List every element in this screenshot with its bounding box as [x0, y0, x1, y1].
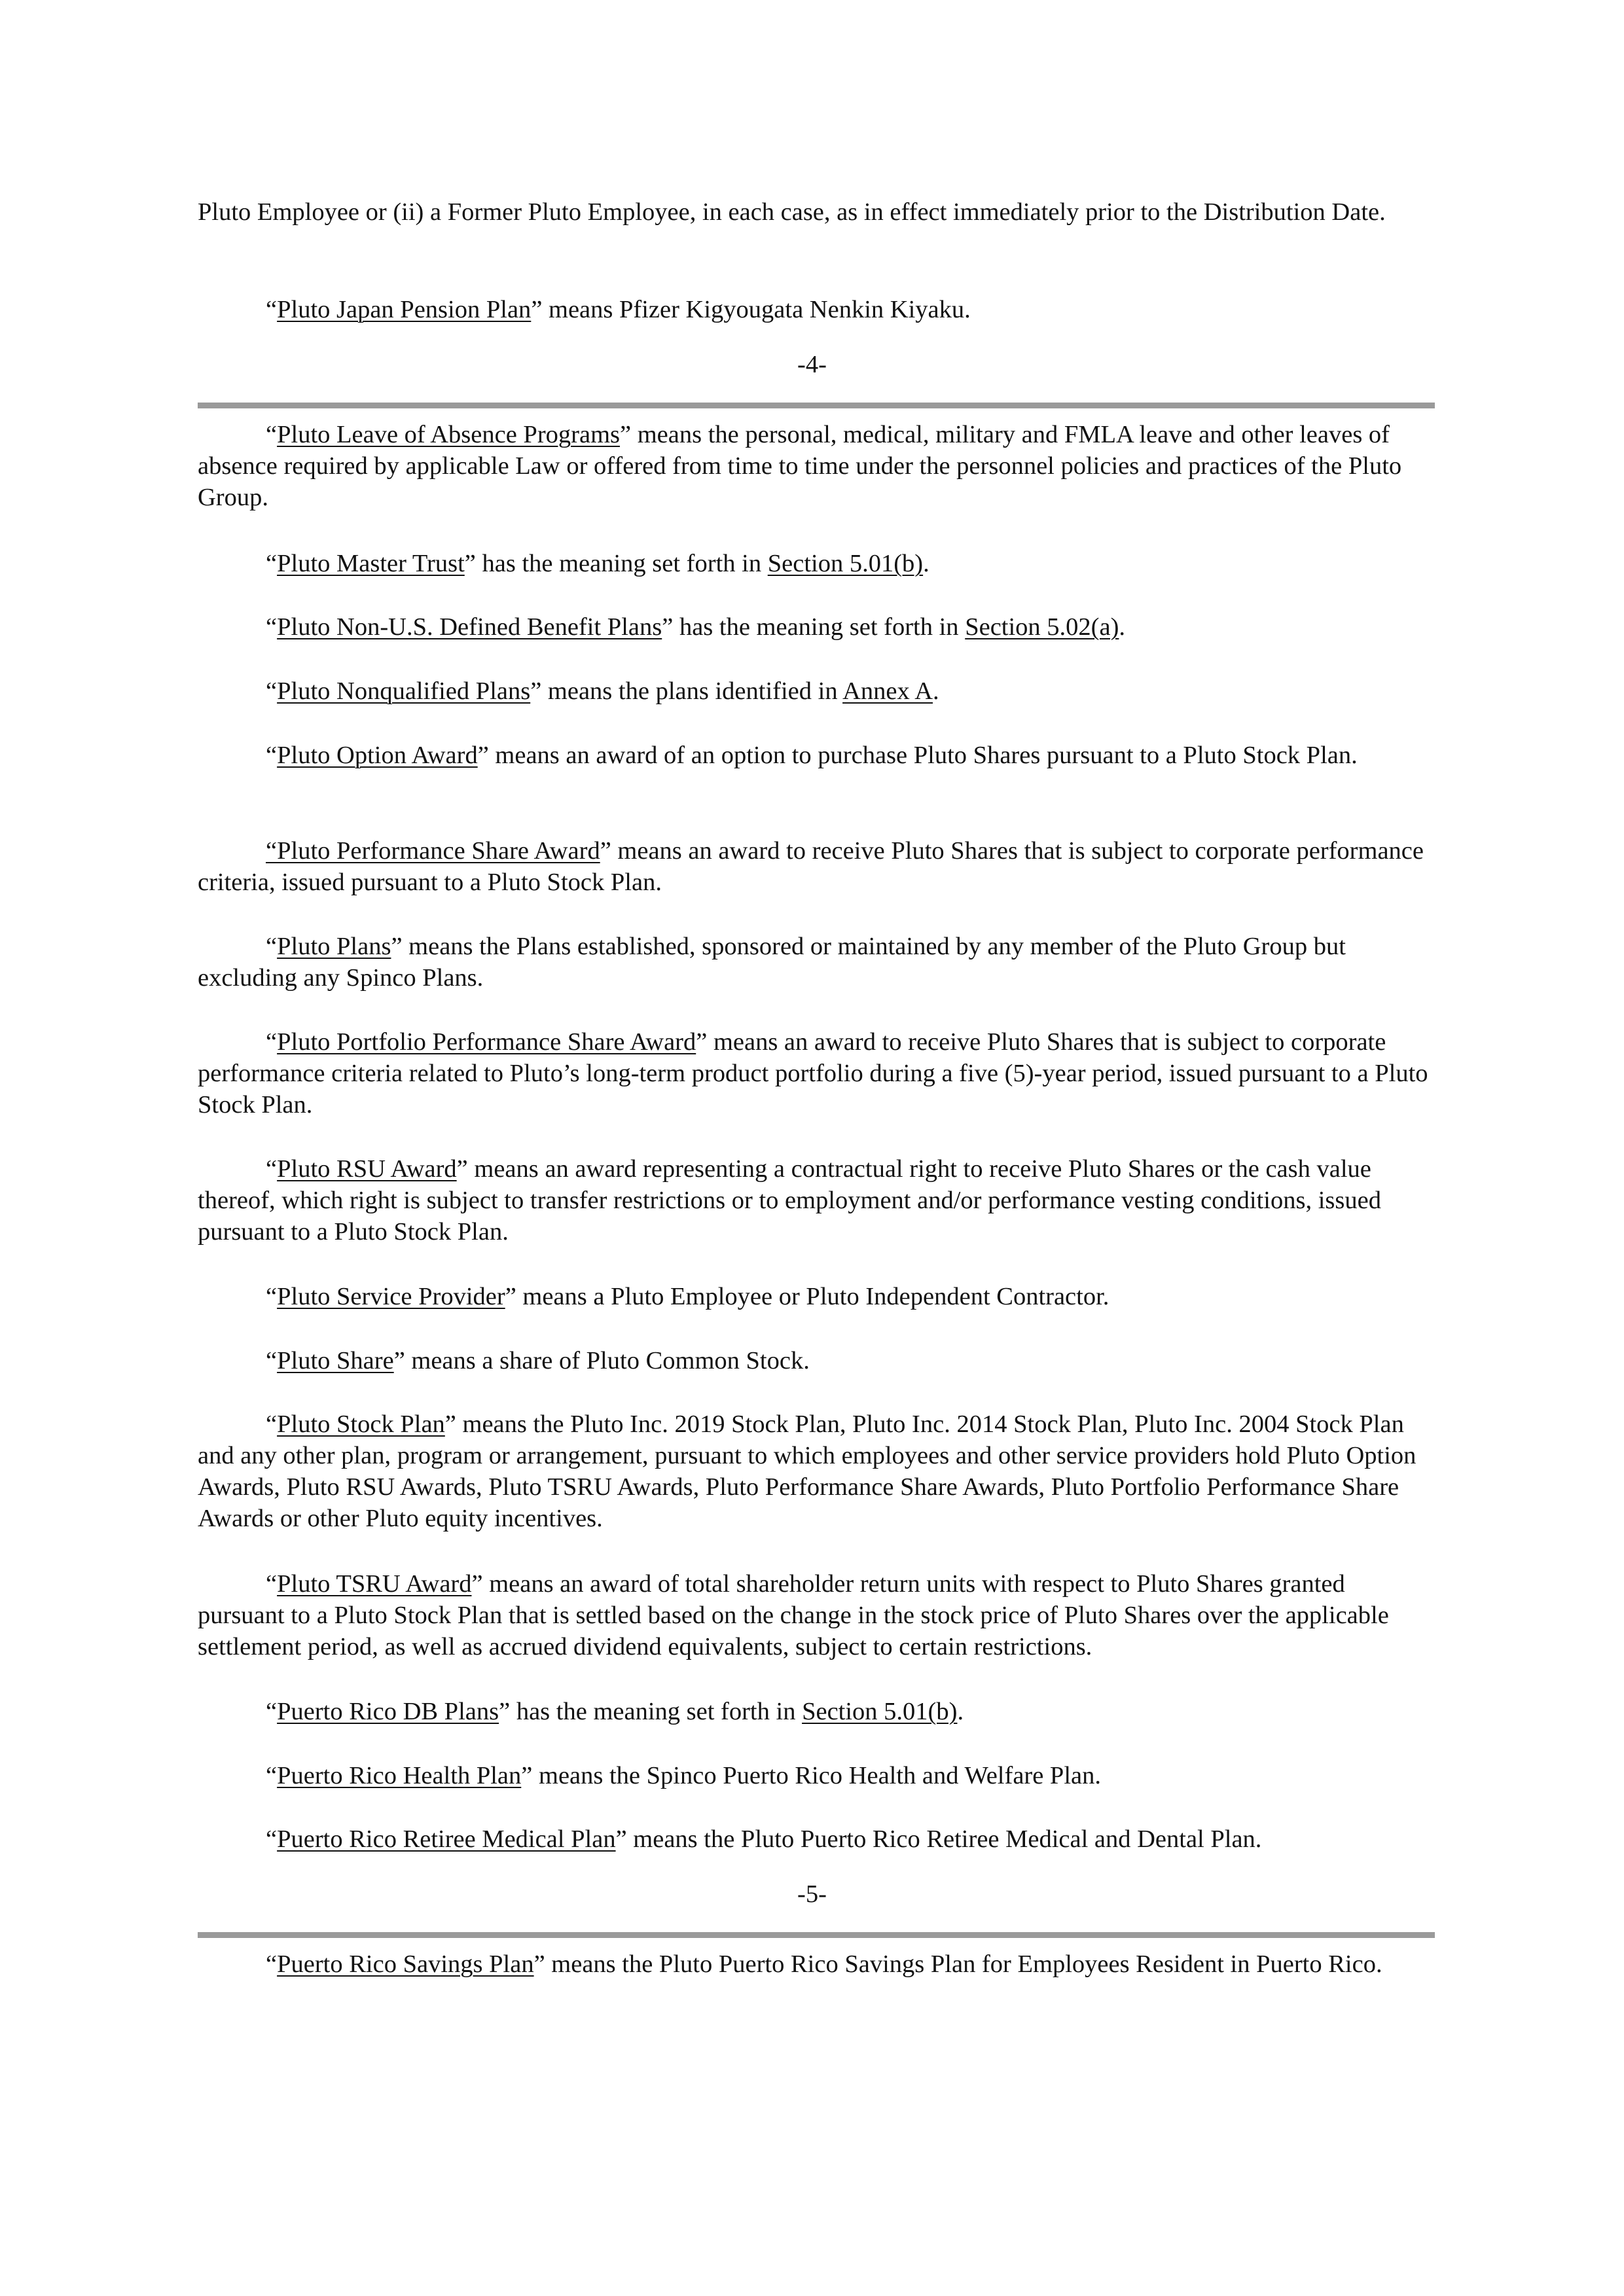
defined-term: Pluto Stock Plan — [277, 1410, 445, 1438]
period: . — [1119, 613, 1126, 641]
open-quote: “ — [266, 1347, 278, 1374]
period: . — [957, 1698, 964, 1725]
open-quote: “ — [266, 1825, 278, 1853]
defined-term: Puerto Rico Savings Plan — [277, 1950, 534, 1978]
open-quote: “ — [266, 1950, 278, 1978]
definition-text: ” has the meaning set forth in — [499, 1698, 803, 1725]
period: . — [923, 550, 929, 577]
annex-reference: Annex A — [842, 677, 933, 705]
page-number: -5- — [797, 1880, 827, 1908]
open-quote: “ — [266, 1028, 278, 1056]
definition-pluto-service-provider — [198, 1281, 1435, 1312]
definition-pluto-japan-pension-plan — [198, 294, 1435, 325]
open-quote: “ — [266, 1283, 278, 1310]
open-quote: “ — [266, 1410, 278, 1438]
section-reference: Section 5.01(b) — [767, 550, 924, 577]
definition-text: ” means the Spinco Puerto Rico Health and Welfare Plan. — [521, 1762, 1102, 1789]
definition-pluto-performance-share-award — [198, 835, 1435, 898]
definition-pluto-stock-plan — [198, 1408, 1435, 1534]
definition-puerto-rico-health-plan — [198, 1760, 1435, 1791]
defined-term: Pluto Nonqualified Plans — [277, 677, 531, 705]
open-quote: “ — [266, 421, 278, 448]
defined-term: Pluto Plans — [277, 933, 391, 960]
definition-text: ” means an award of total shareholder return units with respect to Pluto Shares granted pursuant to a Pluto Stock Plan that is settled based on the change in the stock price of Pluto Shares over the applicable settlement period, as well as accrued dividend equivalents, subject to certain restrictions. — [198, 1570, 1389, 1660]
definition-pluto-leave-of-absence-programs — [198, 419, 1435, 513]
definition-pluto-nonqualified-plans — [198, 675, 1435, 707]
definition-pluto-tsru-award — [198, 1568, 1435, 1662]
section-reference: Section 5.02(a) — [965, 613, 1119, 641]
defined-term: Pluto Service Provider — [277, 1283, 505, 1310]
definition-text: ” means the Pluto Inc. 2019 Stock Plan, Pluto Inc. 2014 Stock Plan, Pluto Inc. 2004 Stock Plan and any other plan, program or arrangement, pursuant to which employees and other service providers hold Pluto Option Awards, Pluto RSU Awards, Pluto TSRU Awards, Pluto Performance Share Awards, Pluto Portfolio Performance Share Awards or other Pluto equity incentives. — [198, 1410, 1416, 1532]
open-quote: “ — [266, 933, 278, 960]
defined-term: Puerto Rico Health Plan — [277, 1762, 522, 1789]
page-break-divider — [198, 1932, 1435, 1938]
definition-text: ” means the plans identified in — [530, 677, 843, 705]
defined-term: Pluto Master Trust — [277, 550, 465, 577]
intro-paragraph: Pluto Employee or (ii) a Former Pluto Employee, in each case, as in effect immediately prior to the Distribution Date. — [198, 198, 1386, 226]
definition-pluto-share — [198, 1345, 1435, 1376]
definition-pluto-master-trust — [198, 548, 1435, 579]
definition-puerto-rico-savings-plan — [198, 1948, 1435, 1980]
section-reference: Section 5.01(b) — [802, 1698, 958, 1725]
definition-text: ” has the meaning set forth in — [464, 550, 768, 577]
defined-term: “Pluto Performance Share Award — [266, 837, 600, 865]
defined-term: Puerto Rico Retiree Medical Plan — [277, 1825, 616, 1853]
definition-text: ” means an award to receive Pluto Shares that is subject to corporate performance criteria, issued pursuant to a Pluto Stock Plan. — [198, 837, 1424, 896]
definition-pluto-portfolio-performance-share-award — [198, 1026, 1435, 1121]
open-quote: “ — [266, 742, 278, 769]
definition-text: ” means an award representing a contractual right to receive Pluto Shares or the cash value thereof, which right is subject to transfer restrictions or to employment and/or performance vesting conditions, issued pursuant to a Pluto Stock Plan. — [198, 1155, 1381, 1246]
open-quote: “ — [266, 550, 278, 577]
page-number: -4- — [797, 351, 827, 378]
defined-term: Pluto RSU Award — [277, 1155, 457, 1183]
defined-term: Pluto Leave of Absence Programs — [277, 421, 620, 448]
defined-term: Pluto TSRU Award — [277, 1570, 472, 1598]
definition-text: ” means an award to receive Pluto Shares that is subject to corporate performance criteria related to Pluto’s long-term product portfolio during a five (5)-year period, issued pursuant to a Pluto Stock Plan. — [198, 1028, 1428, 1119]
definition-text: ” means the Pluto Puerto Rico Savings Plan for Employees Resident in Puerto Rico. — [533, 1950, 1382, 1978]
open-quote: “ — [266, 1570, 278, 1598]
definition-text: ” means the personal, medical, military and FMLA leave and other leaves of absence required by applicable Law or offered from time to time under the personnel policies and practices of the Pluto Group. — [198, 421, 1402, 511]
definition-pluto-rsu-award — [198, 1153, 1435, 1247]
definition-puerto-rico-db-plans — [198, 1696, 1435, 1727]
definition-text: ” means Pfizer Kigyougata Nenkin Kiyaku. — [531, 296, 971, 323]
definition-puerto-rico-retiree-medical-plan — [198, 1823, 1435, 1855]
page-break-divider — [198, 403, 1435, 408]
open-quote: “ — [266, 677, 278, 705]
defined-term: Pluto Portfolio Performance Share Award — [277, 1028, 696, 1056]
definition-text: ” has the meaning set forth in — [662, 613, 965, 641]
period: . — [933, 677, 939, 705]
defined-term: Pluto Share — [277, 1347, 394, 1374]
definition-text: ” means a share of Pluto Common Stock. — [393, 1347, 810, 1374]
definition-text: ” means the Pluto Puerto Rico Retiree Medical and Dental Plan. — [615, 1825, 1262, 1853]
defined-term: Pluto Non-U.S. Defined Benefit Plans — [277, 613, 662, 641]
definition-text: ” means an award of an option to purchase Pluto Shares pursuant to a Pluto Stock Plan. — [477, 742, 1358, 769]
defined-term: Puerto Rico DB Plans — [277, 1698, 499, 1725]
defined-term: Pluto Option Award — [277, 742, 478, 769]
open-quote: “ — [266, 1155, 278, 1183]
definition-text: ” means the Plans established, sponsored or maintained by any member of the Pluto Group but excluding any Spinco Plans. — [198, 933, 1346, 992]
definition-pluto-plans — [198, 931, 1435, 994]
open-quote: “ — [266, 1698, 278, 1725]
definition-pluto-option-award — [198, 740, 1435, 771]
open-quote: “ — [266, 1762, 278, 1789]
open-quote: “ — [266, 613, 278, 641]
defined-term: Pluto Japan Pension Plan — [277, 296, 532, 323]
definition-text: ” means a Pluto Employee or Pluto Independent Contractor. — [505, 1283, 1110, 1310]
definition-pluto-non-us-defined-benefit-plans — [198, 611, 1435, 643]
open-quote: “ — [266, 296, 278, 323]
